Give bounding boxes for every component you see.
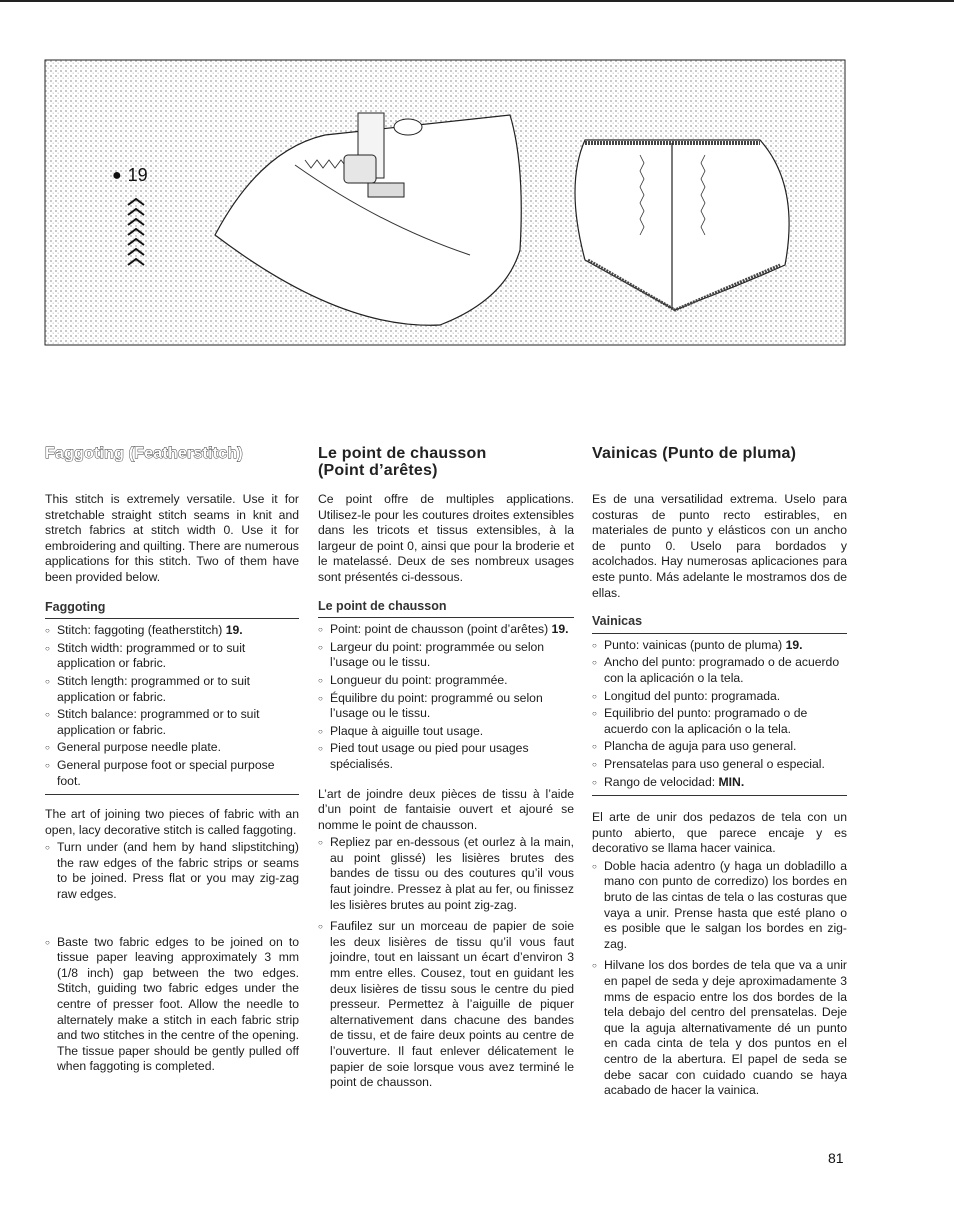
spanish-steps [592, 859, 847, 1099]
spec-item: ○ Point: point de chausson (point d’arêtes) 19. [318, 622, 574, 638]
english-spec-list [45, 623, 299, 795]
spec-item: ○ Stitch length: programmed or to suit application or fabric. [45, 674, 299, 705]
bullet-dot-icon: ● [112, 166, 122, 184]
spec-item: ○ Stitch: faggoting (featherstitch) 19. [45, 623, 299, 639]
spec-item: ○ Prensatelas para uso general o especial. [592, 757, 847, 773]
thumb-screw [394, 119, 422, 135]
spec-item: ○ Largeur du point: programmée ou selon l’usage ou le tissu. [318, 640, 574, 671]
french-title: Le point de chausson (Point d’arêtes) [318, 445, 487, 479]
spec-item: ○ Punto: vainicas (punto de pluma) 19. [592, 638, 847, 654]
french-steps [318, 835, 574, 1091]
spec-item: ○ Longueur du point: programmée. [318, 673, 574, 689]
spanish-subtitle: Vainicas [592, 614, 847, 634]
spec-item: ○ Equilibrio del punto: programado o de acuerdo con la aplicación o la tela. [592, 706, 847, 737]
spec-item: ○ Ancho del punto: programado o de acuerdo con la aplicación o la tela. [592, 655, 847, 686]
spanish-body: El arte de unir dos pedazos de tela con un punto abierto, que parece encaje y es decorativo se llama hacer vainica. [592, 810, 847, 856]
french-subtitle: Le point de chausson [318, 599, 574, 619]
stitch-number: 19 [127, 165, 148, 185]
english-body: The art of joining two pieces of fabric with an open, lacy decorative stitch is called faggoting. [45, 807, 299, 837]
spec-item: ○ Plancha de aguja para uso general. [592, 739, 847, 755]
english-subtitle: Faggoting [45, 600, 299, 620]
foot-sole [368, 183, 404, 197]
spec-item: ○ Pied tout usage ou pied pour usages spécialisés. [318, 741, 574, 772]
french-column [318, 445, 574, 1091]
english-title: Faggoting (Featherstitch) [45, 445, 243, 462]
english-intro: This stitch is extremely versatile. Use it for stretchable straight stitch seams in knit and stretch fabrics at stitch width 0. Use it for embroidering and quilting. There are numerous applications for this stitch. Two of them have been provided below. [45, 492, 299, 584]
page-number: 81 [828, 1150, 844, 1166]
spec-item: ○ Stitch balance: programmed or to suit application or fabric. [45, 707, 299, 738]
faggoting-illustration [40, 55, 850, 385]
step-item: ○ Faufilez sur un morceau de papier de soie les deux lisières de tissu qu’il vous faut joindre, tout en laissant un écart d’environ 3 mm entre elles. Cousez, tout en guidant les deux lisières de tissu sous le centre du pied presseur. Permettez à l’aiguille de piquer alternativement dans chacune des bandes de tissu, et de faire deux points au centre de l’ouverture. Il faut enlever délicatement le papier de soie lorsque vous avez terminé le point de chausson. [318, 919, 574, 1091]
spanish-spec-list [592, 638, 847, 796]
step-item: ○ Doble hacia adentro (y haga un dobladillo a mano con punto de corredizo) los bordes en bruto de las cintas de tela o las costuras que vaya a unir. Prense hasta que esté plano o es posible que le salgan los bordes en zig-zag. [592, 859, 847, 953]
spanish-intro: Es de una versatilidad extrema. Uselo para costuras de punto recto estirables, en materiales de punto y elásticos con un ancho de punto 0. Uselo para bordados y acolchados. Hay numerosas aplicaciones para este punto. Más adelante le mostramos dos de ellas. [592, 492, 847, 600]
top-rule [0, 0, 954, 2]
english-steps [45, 840, 299, 1075]
spec-item: ○ Rango de velocidad: MIN. [592, 775, 847, 791]
spec-item: ○ Longitud del punto: programada. [592, 689, 847, 705]
spec-item: ○ Stitch width: programmed or to suit application or fabric. [45, 641, 299, 672]
illustration [40, 55, 850, 385]
step-item: ○ Repliez par en-dessous (et ourlez à la main, au point glissé) les lisières brutes des bandes de tissu ou des coutures qu’il vous faut joindre. Pressez à plat au fer, ou finissez les lisières brutes au point zig-zag. [318, 835, 574, 913]
stitch-marker [112, 165, 148, 186]
french-intro: Ce point offre de multiples applications. Utilisez-le pour les coutures droites extensibles dans les tricots et tissus extensibles, à la largeur de point 0, ainsi que pour la broderie et le matelassé. Deux de ses nombreux usages sont présentés ci-dessous. [318, 492, 574, 584]
spec-item: ○ General purpose needle plate. [45, 740, 299, 756]
step-item: ○ Turn under (and hem by hand slipstitching) the raw edges of the fabric strips or seams to be joined. Press flat or you may zig-zag raw edges. [45, 840, 299, 902]
foot-clamp [344, 155, 376, 183]
spanish-title: Vainicas (Punto de pluma) [592, 445, 797, 462]
spanish-column [592, 445, 847, 1099]
spec-item: ○ Équilibre du point: programmé ou selon l’usage ou le tissu. [318, 691, 574, 722]
french-spec-list [318, 622, 574, 772]
step-item: ○ Hilvane los dos bordes de tela que va a unir en papel de seda y deje aproximadamente 3 mms de espacio entre los dos bordes de la tela debajo del centro del prensatelas. Deje que la aguja alternativamente dé un punto en cada cinta de tela y dos puntos en el centro de la abertura. El papel de seda se debe sacar con cuidado cuando se haya acabado de hacer la vainica. [592, 958, 847, 1098]
spec-item: ○ General purpose foot or special purpose foot. [45, 758, 299, 789]
french-body: L’art de joindre deux pièces de tissu à l’aide d’un point de fantaisie ouvert et ajouré se nomme le point de chausson. [318, 786, 574, 832]
spec-item: ○ Plaque à aiguille tout usage. [318, 724, 574, 740]
english-column [45, 445, 299, 1075]
step-item: ○ Baste two fabric edges to be joined on to tissue paper leaving approximately 3 mm (1/8 inch) gap between the two edges. Stitch, guiding two fabric edges under the centre of presser foot. Allow the needle to alternately make a stitch in each fabric strip and two stitches in the centre of the opening. The tissue paper should be gently pulled off when faggoting is completed. [45, 935, 299, 1075]
